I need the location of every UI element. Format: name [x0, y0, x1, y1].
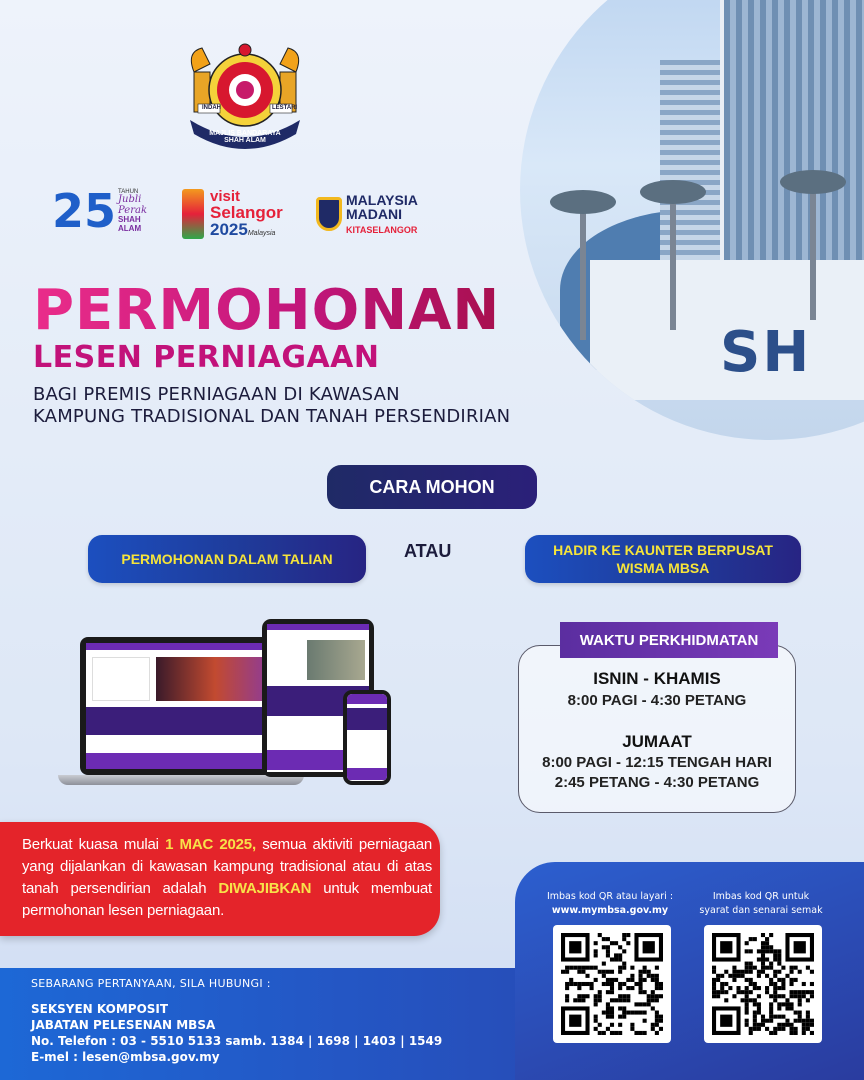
- notice-required: DIWAJIBKAN: [218, 880, 312, 897]
- mbsa-ribbon-text: MAJLIS BANDARAYA SHAH ALAM: [209, 130, 281, 144]
- hours-time-mon-thu: 8:00 PAGI - 4:30 PETANG: [567, 692, 747, 709]
- notice-text: [22, 834, 432, 922]
- or-separator: ATAU: [404, 541, 452, 561]
- visit-line1: visit: [210, 188, 241, 205]
- description-line-1: BAGI PREMIS PERNIAGAAN DI KAWASAN: [33, 384, 400, 405]
- qr-code-website[interactable]: [553, 925, 671, 1043]
- phone-mockup: [343, 690, 391, 785]
- visit-line2: Selangor: [210, 203, 283, 222]
- contact-email[interactable]: E-mel : lesen@mbsa.gov.my: [31, 1050, 220, 1064]
- cara-mohon-heading: CARA MOHON: [327, 465, 537, 509]
- notice-part-1: Berkuat kuasa mulai: [22, 836, 166, 853]
- online-application-button[interactable]: PERMOHONAN DALAM TALIAN: [88, 535, 366, 583]
- qr-caption-2-line-1: Imbas kod QR untuk: [712, 891, 810, 902]
- madani-line2: MADANI: [346, 206, 402, 223]
- anniv-line3: SHAH ALAM: [118, 215, 142, 233]
- notice-date: 1 MAC 2025,: [165, 836, 256, 853]
- notice-part-2: semua aktiviti perniagaan yang dijalankan di kawasan kampung tradisional atau di atas tanah persendirian adalah: [22, 836, 432, 897]
- anniv-line2: Jubli Perak: [118, 194, 148, 216]
- jubli-perak-logo: [52, 178, 164, 244]
- hours-time-fri-afternoon: 2:45 PETANG - 4:30 PETANG: [554, 774, 760, 791]
- page-title: PERMOHONAN: [33, 278, 501, 343]
- contact-phone: No. Telefon : 03 - 5510 5133 samb. 1384 | 1698 | 1403 | 1549: [31, 1034, 443, 1048]
- visit-selangor-logo: [182, 184, 297, 244]
- qr-caption-website: [545, 890, 675, 918]
- counter-line-2: WISMA MBSA: [616, 560, 710, 576]
- visit-line3: 2025: [210, 220, 248, 239]
- qr-code-checklist[interactable]: [704, 925, 822, 1043]
- hours-time-fri-morning: 8:00 PAGI - 12:15 TENGAH HARI: [542, 754, 772, 771]
- motto-right: LESTARI: [272, 105, 298, 111]
- qr-caption-1-line-1: Imbas kod QR atau layari :: [546, 891, 674, 902]
- hours-day-fri: JUMAAT: [622, 732, 692, 751]
- hero-sign: SH: [720, 320, 812, 385]
- madani-line1: MALAYSIA: [346, 191, 418, 208]
- madani-line3: KITASELANGOR: [346, 224, 418, 235]
- contact-heading: SEBARANG PERTANYAAN, SILA HUBUNGI :: [31, 977, 271, 990]
- mbsa-logo: [180, 42, 310, 157]
- hero-building-photo: [520, 0, 864, 440]
- qr-caption-1-url[interactable]: www.mymbsa.gov.my: [551, 905, 669, 916]
- motto-left: INDAH: [202, 105, 221, 111]
- counter-line-1: HADIR KE KAUNTER BERPUSAT: [553, 541, 773, 558]
- service-hours-title: WAKTU PERKHIDMATAN: [560, 622, 778, 658]
- anniv-number: 25: [52, 184, 117, 238]
- description-line-2: KAMPUNG TRADISIONAL DAN TANAH PERSENDIRIAN: [33, 406, 511, 427]
- notice-part-3: untuk membuat permohonan lesen perniagaan.: [22, 880, 432, 919]
- anniv-line1: TAHUN: [118, 188, 139, 195]
- malaysia-madani-logo: [316, 184, 436, 244]
- contact-department: JABATAN PELESENAN MBSA: [31, 1018, 216, 1032]
- qr-caption-checklist: [696, 890, 826, 918]
- visit-suffix: Malaysia: [247, 230, 276, 237]
- qr-caption-2-line-2: syarat dan senarai semak: [699, 905, 823, 916]
- hours-day-mon-thu: ISNIN - KHAMIS: [593, 669, 721, 688]
- page-subtitle: LESEN PERNIAGAAN: [33, 340, 380, 375]
- contact-section: SEKSYEN KOMPOSIT: [31, 1002, 169, 1016]
- counter-visit-button[interactable]: [525, 535, 801, 583]
